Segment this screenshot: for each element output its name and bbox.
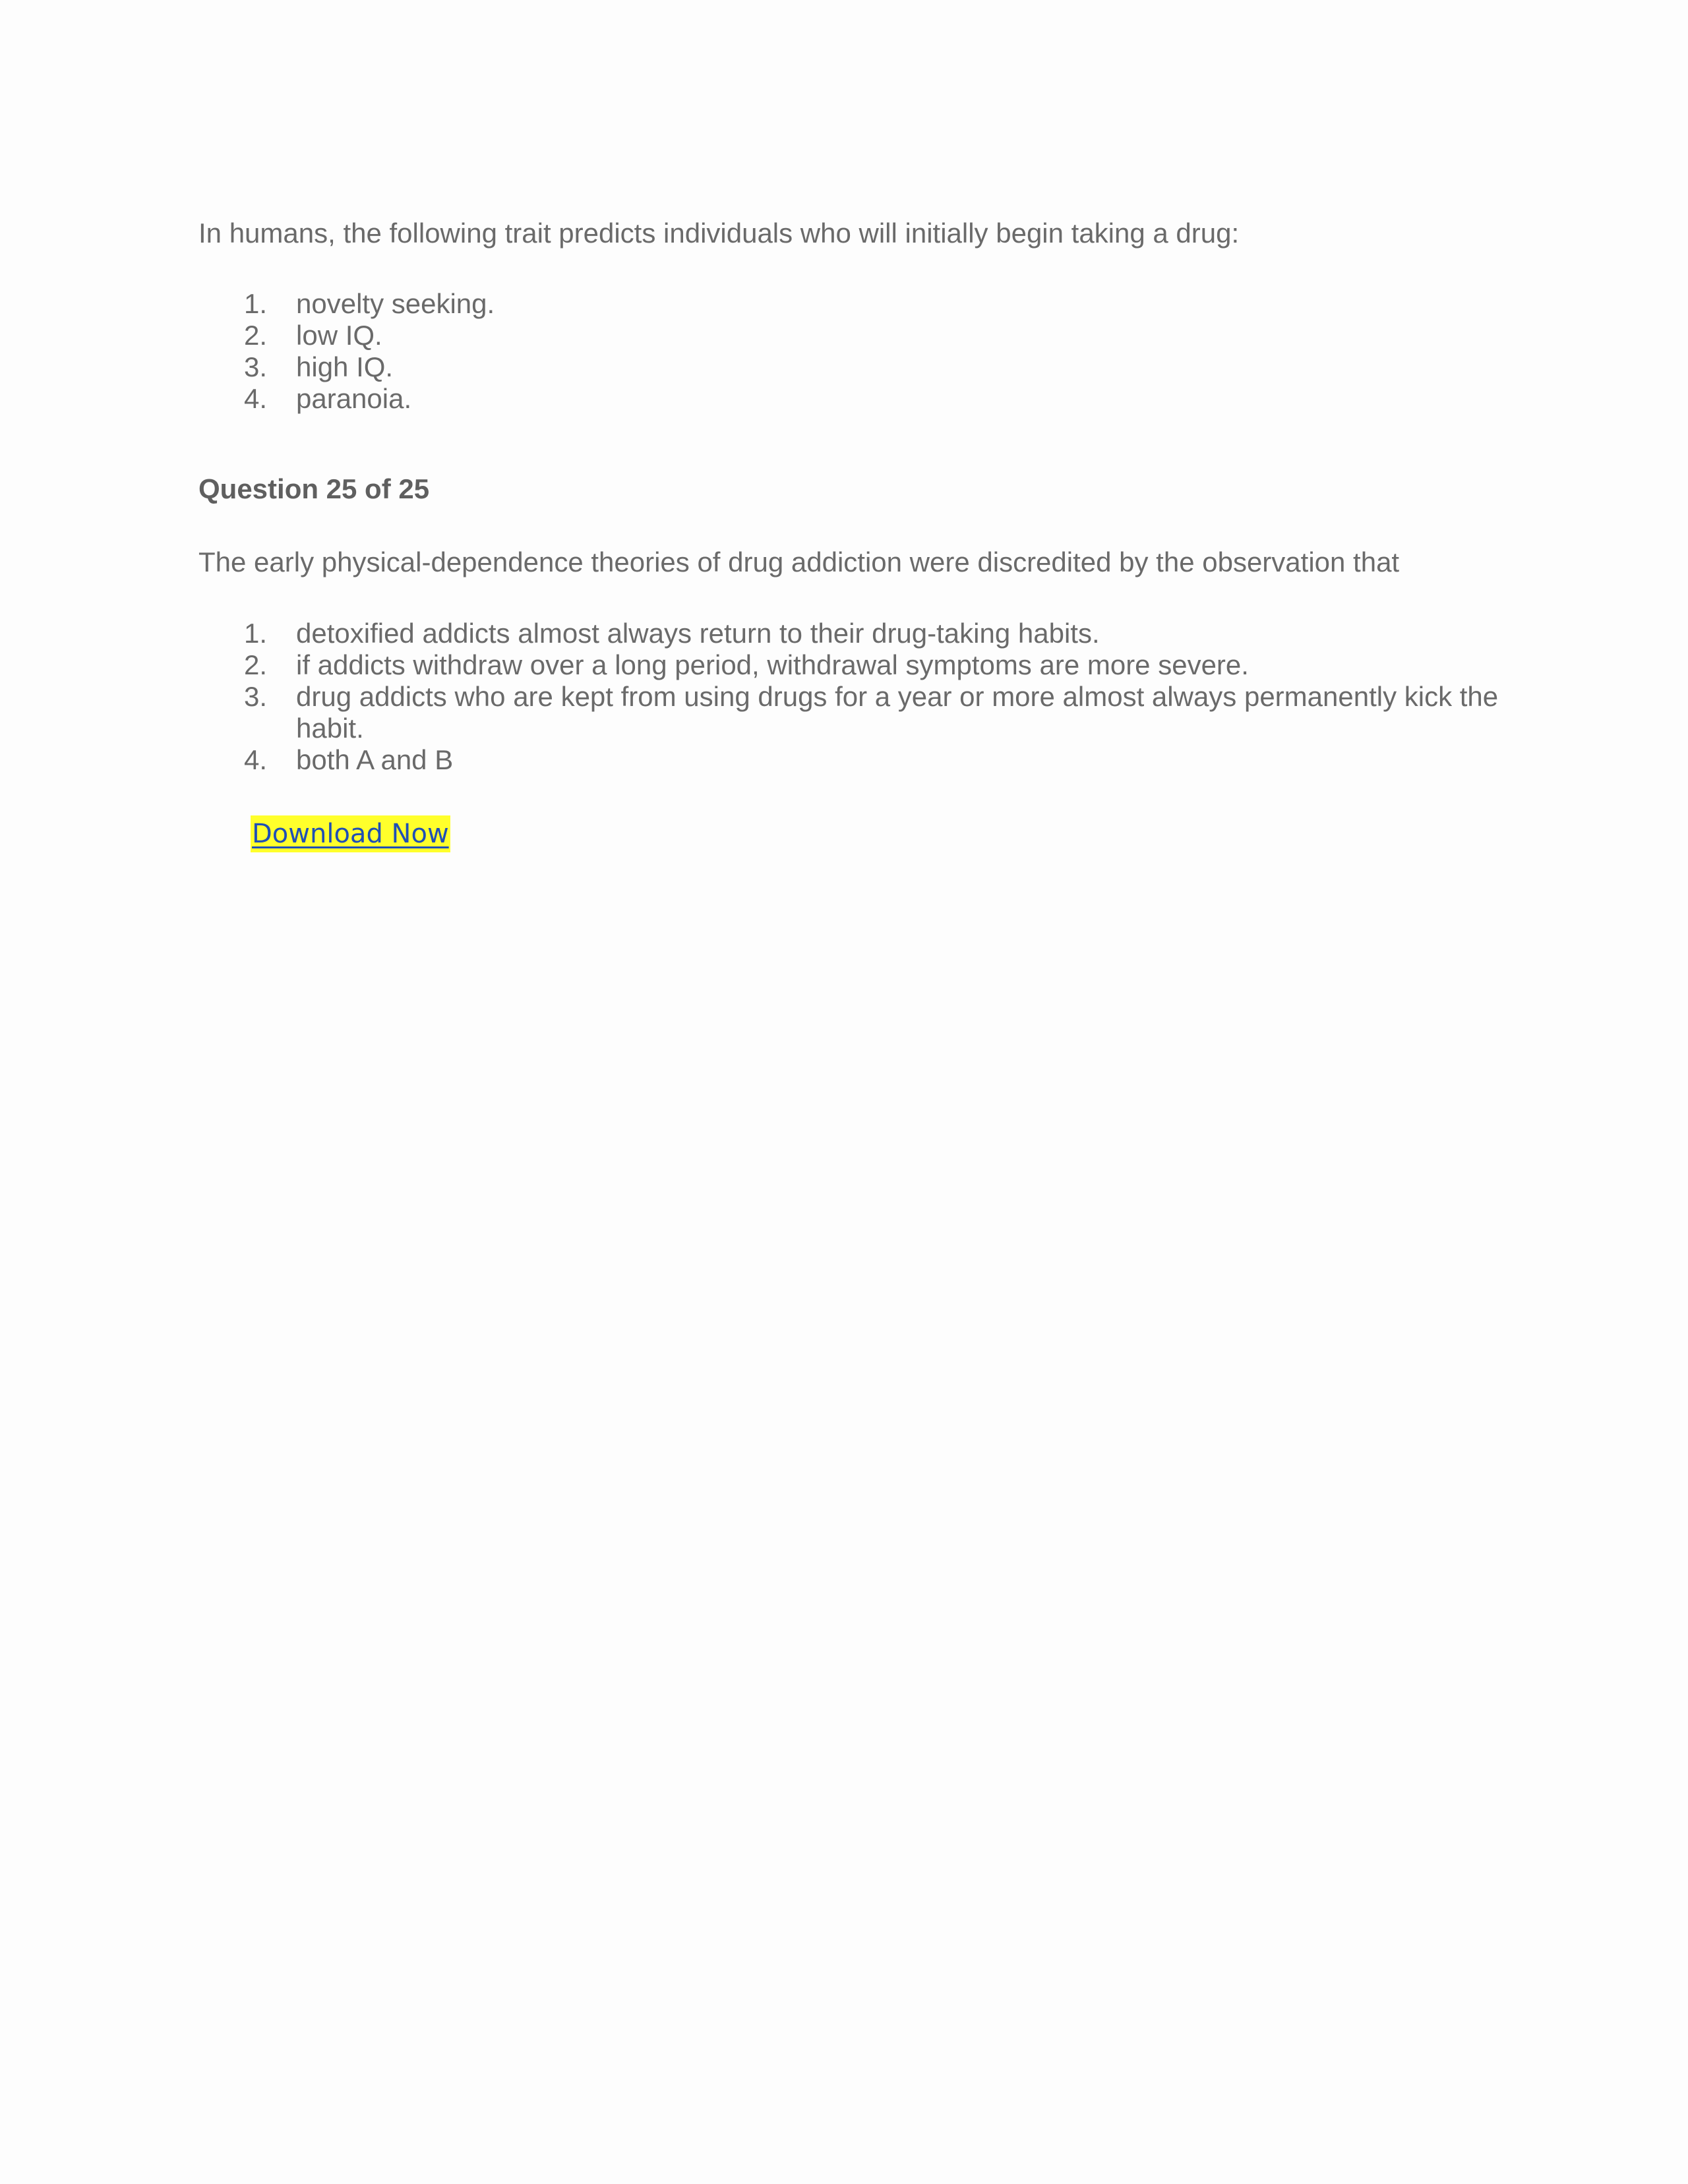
option-item [244, 681, 1509, 744]
option-item [244, 320, 1509, 351]
option-number: 4. [244, 744, 268, 775]
option-item [244, 351, 1509, 383]
download-now-link[interactable]: Download Now [251, 815, 450, 852]
option-number: 2. [244, 320, 268, 351]
option-text: drug addicts who are kept from using drugs for a year or more almost always permanently kick the habit. [296, 681, 1499, 744]
option-number: 3. [244, 681, 268, 712]
option-text: novelty seeking. [296, 288, 495, 319]
option-text: paranoia. [296, 383, 412, 414]
option-text: detoxified addicts almost always return to their drug-taking habits. [296, 618, 1100, 649]
option-text: low IQ. [296, 320, 382, 351]
option-item [244, 288, 1509, 320]
option-item [244, 383, 1509, 415]
option-item [244, 744, 1509, 776]
option-text: both A and B [296, 744, 454, 775]
option-text: high IQ. [296, 351, 394, 382]
option-number: 1. [244, 288, 268, 319]
question-24-options [244, 288, 1509, 415]
question-24-prompt: In humans, the following trait predicts individuals who will initially begin taking a drug: [198, 218, 1240, 249]
question-25-options [244, 618, 1509, 776]
option-number: 2. [244, 649, 268, 680]
option-number: 3. [244, 351, 268, 382]
option-number: 1. [244, 618, 268, 649]
option-number: 4. [244, 383, 268, 414]
option-item [244, 618, 1509, 649]
option-text: if addicts withdraw over a long period, withdrawal symptoms are more severe. [296, 649, 1249, 680]
question-25-heading: Question 25 of 25 [198, 473, 430, 504]
option-item [244, 649, 1509, 681]
question-25-prompt: The early physical-dependence theories of drug addiction were discredited by the observation that [198, 546, 1400, 577]
